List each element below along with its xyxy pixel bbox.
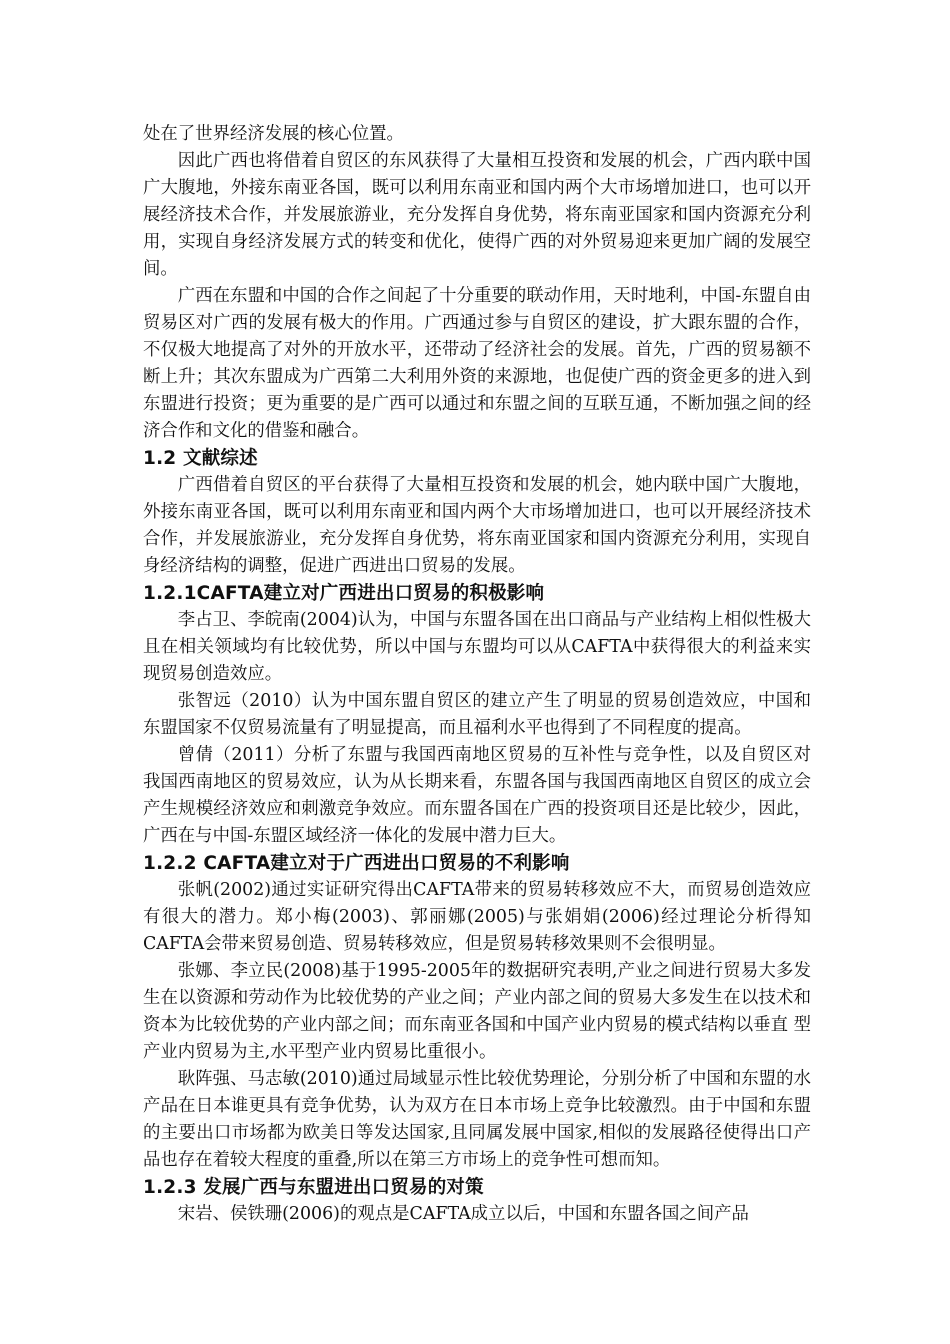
paragraph: 耿阵强、马志敏(2010)通过局域显示性比较优势理论，分别分析了中国和东盟的水产品在日本谁更具有竞争优势，认为双方在日本市场上竞争比较激烈。由于中国和东盟的主要出口市场都为欧美日等发达国家,且同属发展中国家,相似的发展路径使得出口产品也存在着较大程度的重叠,所以在第三方市场上的竞争性可想而知。 — [143, 1069, 811, 1170]
paragraph: 张娜、李立民(2008)基于1995-2005年的数据研究表明,产业之间进行贸易大多发生在以资源和劳动作为比较优势的产业之间；产业内部之间的贸易大多发生在以技术和资本为比较优势的产业内部之间；而东南亚各国和中国产业内贸易的模式结构以垂直 型产业内贸易为主,水平型产业内贸易比重很小。 — [143, 961, 811, 1062]
paragraph: 张帆(2002)通过实证研究得出CAFTA带来的贸易转移效应不大，而贸易创造效应有很大的潜力。郑小梅(2003)、郭丽娜(2005)与张娟娟(2006)经过理论分析得知CAFTA会带来贸易创造、贸易转移效应，但是贸易转移效果则不会很明显。 — [143, 880, 811, 954]
paragraph: 广西借着自贸区的平台获得了大量相互投资和发展的机会，她内联中国广大腹地，外接东南亚各国，既可以利用东南亚和国内两个大市场增加进口，也可以开展经济技术合作，并发展旅游业，充分发挥自身优势，将东南亚国家和国内资源充分利用，实现自身经济结构的调整，促进广西进出口贸易的发展。 — [143, 475, 811, 576]
paragraph: 宋岩、侯铁珊(2006)的观点是CAFTA成立以后，中国和东盟各国之间产品 — [177, 1204, 749, 1224]
subsection-heading: 1.2.1CAFTA建立对广西进出口贸易的积极影响 — [143, 583, 545, 604]
subsection-heading: 1.2.2 CAFTA建立对于广西进出口贸易的不利影响 — [143, 853, 570, 874]
paragraph: 处在了世界经济发展的核心位置。 — [143, 124, 404, 144]
paragraph: 因此广西也将借着自贸区的东风获得了大量相互投资和发展的机会，广西内联中国广大腹地，外接东南亚各国，既可以利用东南亚和国内两个大市场增加进口，也可以开展经济技术合作，并发展旅游业，充分发挥自身优势，将东南亚国家和国内资源充分利用，实现自身经济发展方式的转变和优化，使得广西的对外贸易迎来更加广阔的发展空间。 — [143, 151, 811, 279]
paragraph: 李占卫、李皖南(2004)认为，中国与东盟各国在出口商品与产业结构上相似性极大且在相关领域均有比较优势，所以中国与东盟均可以从CAFTA中获得很大的利益来实现贸易创造效应。 — [143, 610, 811, 684]
paragraph: 广西在东盟和中国的合作之间起了十分重要的联动作用，天时地利，中国-东盟自由贸易区对广西的发展有极大的作用。广西通过参与自贸区的建设，扩大跟东盟的合作，不仅极大地提高了对外的开放水平，还带动了经济社会的发展。首先，广西的贸易额不断上升；其次东盟成为广西第二大利用外资的来源地，也促使广西的资金更多的进入到东盟进行投资；更为重要的是广西可以通过和东盟之间的互联互通，不断加强之间的经济合作和文化的借鉴和融合。 — [143, 286, 811, 441]
subsection-heading: 1.2.3 发展广西与东盟进出口贸易的对策 — [143, 1177, 484, 1198]
section-heading: 1.2 文献综述 — [143, 448, 258, 469]
document-page — [143, 121, 811, 1228]
paragraph: 曾倩（2011）分析了东盟与我国西南地区贸易的互补性与竞争性，以及自贸区对我国西南地区的贸易效应，认为从长期来看，东盟各国与我国西南地区自贸区的成立会产生规模经济效应和刺激竞争效应。而东盟各国在广西的投资项目还是比较少，因此，广西在与中国-东盟区域经济一体化的发展中潜力巨大。 — [143, 745, 811, 846]
paragraph: 张智远（2010）认为中国东盟自贸区的建立产生了明显的贸易创造效应，中国和东盟国家不仅贸易流量有了明显提高，而且福利水平也得到了不同程度的提高。 — [143, 691, 811, 738]
